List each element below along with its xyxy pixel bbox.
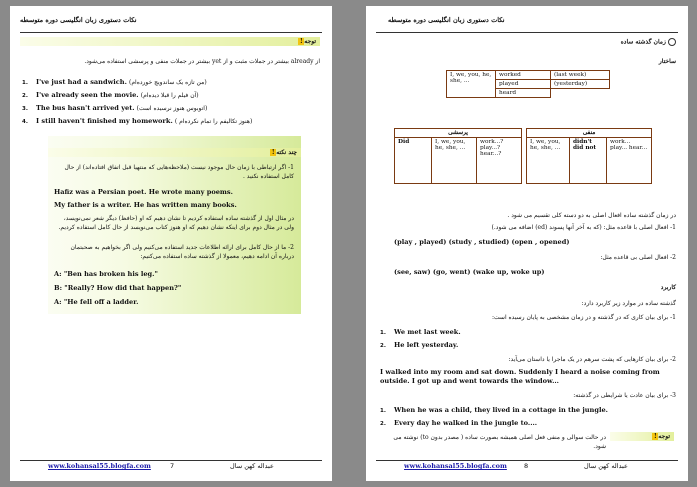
tips-label: ! چند نکته	[271, 149, 297, 156]
clock-icon	[668, 38, 676, 46]
structure-label: ساختار	[658, 58, 676, 65]
did-cell: Did	[395, 138, 432, 184]
tips-bar	[48, 148, 301, 157]
footer-divider	[20, 460, 322, 461]
list-item: 1. We met last week.	[380, 328, 461, 336]
page-right	[366, 6, 688, 481]
page-number: 8	[524, 462, 529, 470]
list-item: 2. I've already seen the movie. (آن فیلم را قبلا دیده‌ام)	[22, 91, 199, 99]
exclamation-icon: !	[299, 38, 303, 45]
intro-text: در زمان گذشته ساده افعال اصلی به دو دسته کلی تقسیم می شود .	[507, 212, 676, 219]
footer-divider	[376, 460, 678, 461]
usage-2: 2- برای بیان کارهایی که پشت سرهم در یک ماجرا یا داستان می‌آید:	[508, 356, 676, 363]
question-label: پرسشی	[395, 129, 522, 138]
dialog-line: A: "He fell off a ladder.	[54, 298, 139, 306]
aux-cell: didn't did not	[570, 138, 607, 184]
tip-example-1: Hafiz was a Persian poet. He wrote many poems.	[54, 188, 233, 196]
header-divider	[20, 32, 322, 33]
page-left	[10, 6, 332, 481]
tip-explanation: در مثال اول از گذشته ساده استفاده کردیم تا نشان دهیم که او (حافظ) دیگر شعر نمی‌نویسد، ولی در مثال دوم برای اینکه نشان دهیم که او هنوز کتاب می‌نویسد از حال کامل استفاده کردیم.	[58, 215, 294, 231]
question-table	[394, 128, 522, 184]
usage-3: 3- برای بیان عادت یا شرایطی در گذشته:	[573, 392, 676, 399]
verb-cell: worked	[496, 71, 551, 80]
time-cell: (last week)	[551, 71, 610, 80]
verb-cell: work...? play...? hear...?	[477, 138, 522, 184]
verb-cell: heard	[496, 89, 551, 98]
irregular-text: 2- افعال اصلی بی قاعده مثل:	[600, 254, 676, 261]
exclamation-icon: !	[271, 149, 275, 156]
header-divider	[376, 32, 678, 33]
pronoun-cell: I, we, you, he, she, ...	[432, 138, 477, 184]
usage-label: کاربرد	[660, 284, 676, 291]
negative-table	[526, 128, 652, 184]
usage-1-list	[380, 328, 461, 354]
pronoun-cell: I, we, you, he, she, ...	[527, 138, 570, 184]
irregular-examples: (see, saw) (go, went) (wake up, woke up)	[394, 268, 545, 276]
note-label: ! توجه	[653, 433, 670, 440]
list-item: 2. Every day he walked in the jungle to....	[380, 419, 538, 427]
list-item: 4. I still haven't finished my homework. ( هنوز تکالیفم را تمام نکرده‌ام)	[22, 117, 253, 125]
pronoun-cell: I, we, you, he, she, ...	[447, 71, 496, 98]
tip-2: 2- ما از حال کامل برای ارائه اطلاعات جدید استفاده می‌کنیم ولی اگر بخواهیم به صحبتمان درباره آن ادامه دهیم، معمولا از گذشته ساده استفاده می‌کنیم:	[70, 244, 294, 260]
verb-cell: played	[496, 80, 551, 89]
regular-text: 1- افعال اصلی با قاعده مثل: (که به آخر آنها پسوند (ed) اضافه می شود.)	[491, 224, 676, 231]
usage-3-list	[380, 406, 680, 432]
footer-author: عبداله کهن سال	[230, 462, 274, 470]
section-title: زمان گذشته ساده	[621, 38, 676, 46]
time-cell: (yesterday)	[551, 80, 610, 89]
usage-1: 1- برای بیان کاری که در گذشته و در زمان مشخصی به پایان رسیده است:	[492, 314, 676, 321]
note-label: ! توجه	[299, 38, 316, 45]
footer-url[interactable]: www.kohansal55.blogfa.com	[404, 462, 507, 470]
footer-author: عبداله کهن سال	[584, 462, 628, 470]
negative-label: منفی	[527, 129, 652, 138]
list-item: 3. The bus hasn't arrived yet. (اتوبوس هنوز نرسیده است)	[22, 104, 208, 112]
note-bar	[610, 432, 674, 441]
examples-list	[22, 78, 322, 130]
header-title: نکات دستوری زبان انگلیسی دوره متوسطه	[20, 16, 137, 24]
structure-table	[446, 70, 610, 98]
note-bar	[20, 37, 320, 46]
list-item: 1. I've just had a sandwich. (من تازه یک ساندویچ خورده‌ام)	[22, 78, 207, 86]
exclamation-icon: !	[653, 433, 657, 440]
dialog-line: B: "Really? How did that happen?"	[54, 284, 182, 292]
regular-examples: (play , played) (study , studied) (open , opened)	[394, 238, 570, 246]
note-text: در حالت سوالی و منفی فعل اصلی همیشه بصورت ساده ( مصدر بدون to) نوشته می شود.	[393, 434, 606, 450]
list-item: 1. When he was a child, they lived in a cottage in the jungle.	[380, 406, 608, 414]
tip-1: 1- اگر ارتباطی با زمان حال موجود نیست (ملاحظه‌هایی که منتهیا قبل اتفاق افتاده‌اند) از حال کامل استفاده نکنید .	[64, 164, 294, 180]
footer-url[interactable]: www.kohansal55.blogfa.com	[48, 462, 151, 470]
header-title: نکات دستوری زبان انگلیسی دوره متوسطه	[388, 16, 505, 24]
tips-box	[48, 136, 301, 314]
tip-example-2: My father is a writer. He has written many books.	[54, 201, 237, 209]
dialog-line: A: "Ben has broken his leg."	[54, 270, 158, 278]
page-number: 7	[170, 462, 175, 470]
usage-intro: گذشته ساده در موارد زیر کاربرد دارد:	[581, 300, 676, 307]
list-item: 2. He left yesterday.	[380, 341, 459, 349]
usage-2-example: I walked into my room and sat down. Suddenly I heard a noise coming from outside. I got up and went towards the window...	[380, 368, 660, 385]
verb-cell: work... play... hear...	[607, 138, 652, 184]
note-text: از already بیشتر در جملات مثبت و از yet بیشتر در جملات منفی و پرسشی استفاده می‌شود.	[84, 58, 320, 65]
